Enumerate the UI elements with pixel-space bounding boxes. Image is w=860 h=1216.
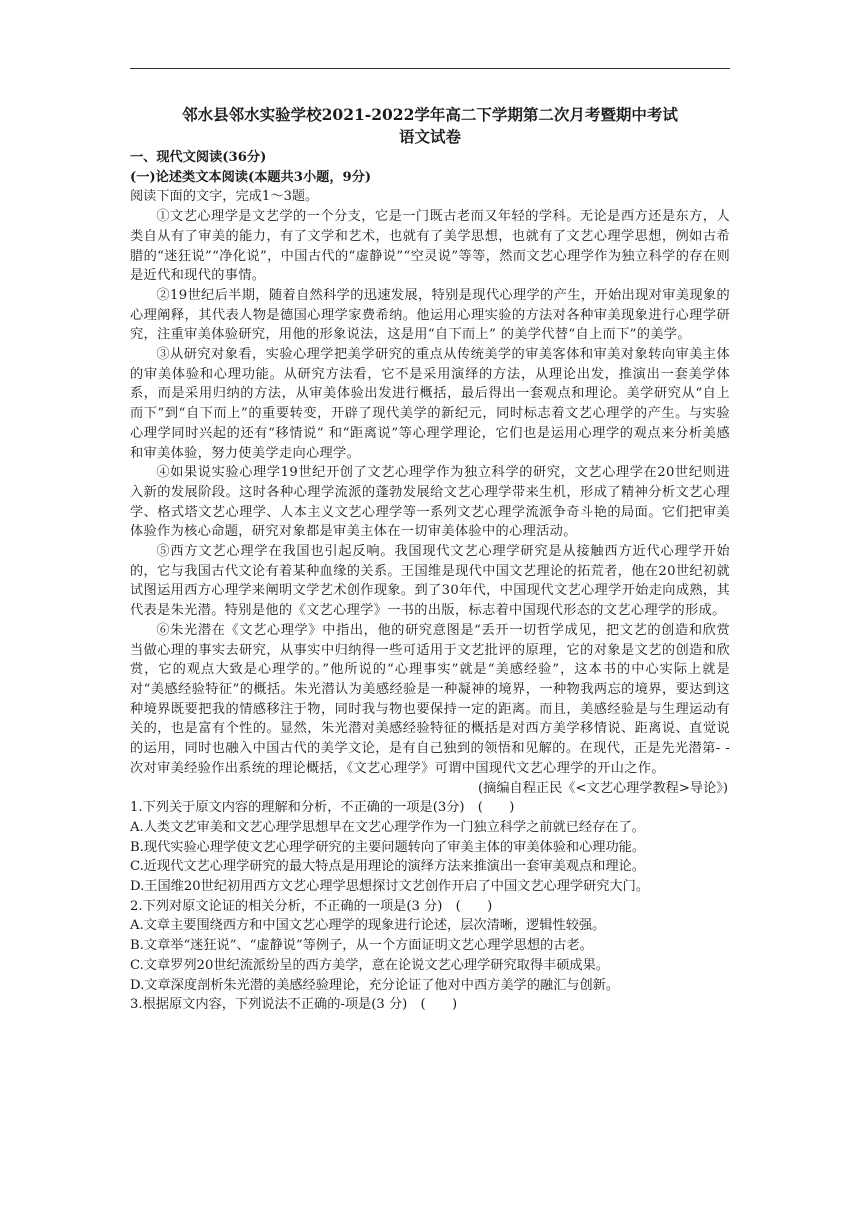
question-2-option-b: B.文章举“迷狂说”、“虚静说”等例子，从一个方面证明文艺心理学思想的古老。 — [130, 938, 593, 954]
passage-paragraph-5: ⑤西方文艺心理学在我国也引起反响。我国现代文艺心理学研究是从接触西方近代心理学开始的，它与我国古代文论有着某种血缘的关系。王国维是现代中国文艺理论的拓荒者，他在20世纪初就试图运用西方心理学来阐明文学艺术创作现象。到了30年代，中国现代文艺心理学开始走向成熟，其代表是朱光潜。特别是他的《文艺心理学》一书的出版，标志着中国现代形态的文艺心理学的形成。 — [130, 544, 730, 619]
question-1-option-c: C.近现代文艺心理学研究的最大特点是用理论的演绎方法来推演出一套审美观点和理论。 — [130, 859, 645, 875]
section-heading: 一、现代文阅读(36分) — [130, 150, 267, 165]
passage-paragraph-1: ①文艺心理学是文艺学的一个分支，它是一门既古老而又年轻的学科。无论是西方还是东方，人类自从有了审美的能力，有了文学和艺术，也就有了美学思想，也就有了文艺心理学思想，例如古希腊的“迷狂说”“净化说”，中国古代的“虚静说”“空灵说”等等，然而文艺心理学作为独立科学的存在则是近代和现代的事情。 — [130, 209, 730, 284]
exam-title-line1: 邻水县邻水实验学校2021-2022学年高二下学期第二次月考暨期中考试 — [182, 105, 678, 124]
passage-paragraph-2: ②19世纪后半期，随着自然科学的迅速发展，特别是现代心理学的产生，开始出现对审美现象的心理阐释，其代表人物是德国心理学家费希纳。他运用心理实验的方法对各种审美现象进行心理学研究，注重审美体验研究，用他的形象说法，这是用“自下而上” 的美学代替“自上而下”的美学。 — [130, 287, 730, 343]
question-2-option-d: D.文章深度剖析朱光潜的美感经验理论，充分论证了他对中西方美学的融汇与创新。 — [130, 977, 620, 993]
question-1-option-a: A.人类文艺审美和文艺心理学思想早在文艺心理学作为一门独立科学之前就已经存在了。 — [130, 819, 645, 835]
question-2-stem: 2.下列对原文论证的相关分析，不正确的一项是(3 分) ( ) — [130, 898, 493, 914]
question-3-stem: 3.根据原文内容，下列说法不正确的-项是(3 分) ( ) — [130, 997, 458, 1013]
passage-paragraph-4: ④如果说实验心理学19世纪开创了文艺心理学作为独立科学的研究，文艺心理学在20世纪则进入新的发展阶段。这时各种心理学流派的蓬勃发展给文艺心理学带来生机，形成了精神分析文艺心理学、格式塔文艺心理学、人本主义文艺心理学等一系列文艺心理学流派争奇斗艳的局面。它们把审美体验作为核心命题，研究对象都是审美主体在一切审美体验中的心理活动。 — [130, 465, 730, 540]
top-rule — [130, 68, 730, 69]
question-1-stem: 1.下列关于原文内容的理解和分析，不正确的一项是(3分) ( ) — [130, 800, 515, 816]
exam-title-line2: 语文试卷 — [398, 127, 461, 146]
question-2-option-a: A.文章主要围绕西方和中国文艺心理学的现象进行论述，层次清晰，逻辑性较强。 — [130, 918, 606, 934]
passage-source: (摘编自程正民《<文艺心理学教程>导论》) — [478, 780, 728, 796]
passage-paragraph-3: ③从研究对象看，实验心理学把美学研究的重点从传统美学的审美客体和审美对象转向审美主体的审美体验和心理功能。从研究方法看，它不是采用演绎的方法，从理论出发，推演出一套美学体系，而是采用归纳的方法，从审美体验出发进行概括，最后得出一套观点和理论。美学研究从“自上而下”到“自下而上”的重要转变，开辟了现代美学的新纪元，同时标志着文艺心理学的产生。与实验心理学同时兴起的还有“移情说” 和“距离说”等心理学理论，它们也是运用心理学的观点来分析美感和审美体验，努力使美学走向心理学。 — [130, 347, 730, 461]
question-1-option-d: D.王国维20世纪初用西方文艺心理学思想探讨文艺创作开启了中国文艺心理学研究大门。 — [130, 879, 650, 895]
question-2-option-c: C.文章罗列20世纪流派纷呈的西方美学，意在论说文艺心理学研究取得丰硕成果。 — [130, 957, 609, 973]
passage-paragraph-6: ⑥朱光潜在《文艺心理学》中指出，他的研究意图是“丢开一切哲学成见，把文艺的创造和欣赏当做心理的事实去研究，从事实中归纳得一些可适用于文艺批评的原理，它的对象是文艺的创造和欣赏，它的观点大致是心理学的。”他所说的“心理事实”就是“美感经验”，这本书的中心实际上就是对“美感经验特征”的概括。朱光潜认为美感经验是一种凝神的境界，一种物我两忘的境界，要达到这种境界既要把我的情感移注于物，同时我与物也要保持一定的距离。而且，美感经验是与生理运动有关的，也是富有个性的。显然，朱光潜对美感经验特征的概括是对西方美学移情说、距离说、直觉说的运用，同时也融入中国古代的美学文论，是有自己独到的领悟和见解的。在现代，正是先光潜第- -次对审美经验作出系统的理论概括，《文艺心理学》可谓中国现代文艺心理学的开山之作。 — [130, 622, 730, 776]
exam-page — [130, 104, 730, 1015]
sub-section-heading: (一)论述类文本阅读(本题共3小题，9分) — [130, 169, 372, 185]
reading-instruction: 阅读下面的文字，完成1～3题。 — [130, 189, 319, 205]
question-1-option-b: B.现代实验心理学使文艺心理学研究的主要问题转向了审美主体的审美体验和心理功能。 — [130, 839, 646, 855]
